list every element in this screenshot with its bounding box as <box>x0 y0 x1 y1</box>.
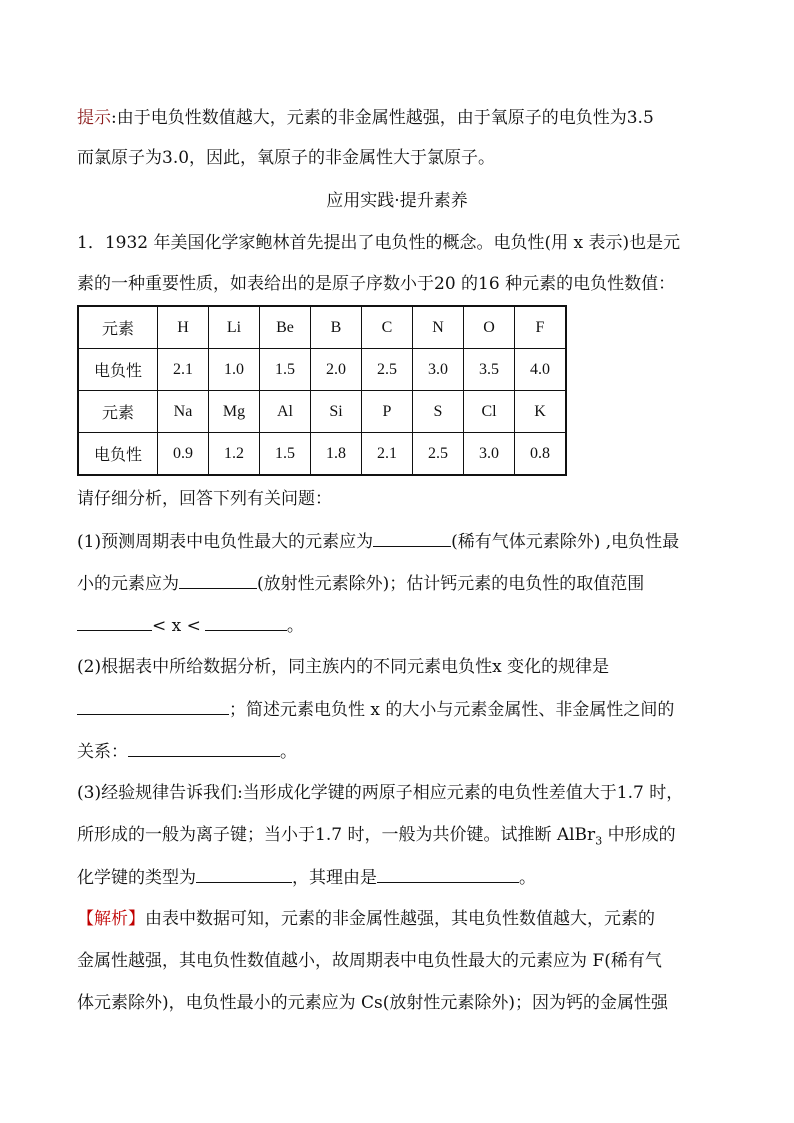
hint-line-1 <box>77 105 654 131</box>
part2-line-3 <box>77 738 297 765</box>
question-prompt: 请仔细分析，回答下列有关问题： <box>77 489 332 509</box>
part2-text-b: ；简述元素电负性 x 的大小与元素金属性、非金属性之间的 <box>229 700 675 720</box>
part1-text-f: 。 <box>286 616 304 636</box>
part1-text-b: (稀有气体元素除外) ,电负性最 <box>451 532 680 552</box>
part1-line-2 <box>77 570 644 597</box>
answer-blank[interactable] <box>179 570 257 589</box>
table-cell: 2.1 <box>362 433 413 476</box>
analysis-line-2: 金属性越强，其电负性数值越小，故周期表中电负性最大的元素应为 F(稀有气 <box>77 951 662 971</box>
part3-text-e: 。 <box>519 868 536 888</box>
table-cell: 2.0 <box>311 349 362 391</box>
table-cell: Be <box>260 306 311 349</box>
part3-text-b2: 中形成的 <box>602 825 676 845</box>
part1-text-d: (放射性元素除外)；估计钙元素的电负性的取值范围 <box>257 574 645 594</box>
table-header-cell: 元素 <box>78 306 158 349</box>
part2-text-d: 。 <box>280 742 297 762</box>
table-cell: 2.5 <box>362 349 413 391</box>
table-row <box>78 349 566 391</box>
table-cell: 1.0 <box>209 349 260 391</box>
table-row <box>78 306 566 349</box>
part3-line-2 <box>77 822 676 854</box>
answer-blank[interactable] <box>77 612 152 631</box>
hint-line-2: 而氯原子为3.0，因此，氧原子的非金属性大于氯原子。 <box>77 148 496 168</box>
table-cell: 0.9 <box>158 433 209 476</box>
table-cell: H <box>158 306 209 349</box>
table-cell: Cl <box>464 391 515 433</box>
table-cell: S <box>413 391 464 433</box>
analysis-label: 【解析】 <box>77 909 145 929</box>
table-cell: Al <box>260 391 311 433</box>
part3-text-d: ，其理由是 <box>292 868 377 888</box>
part1-text-e: < x < <box>152 616 201 636</box>
table-cell: 3.5 <box>464 349 515 391</box>
table-cell: B <box>311 306 362 349</box>
table-cell: 2.1 <box>158 349 209 391</box>
table-header-cell: 电负性 <box>78 433 158 476</box>
table-cell: 1.5 <box>260 433 311 476</box>
table-cell: 4.0 <box>515 349 567 391</box>
table-cell: 1.8 <box>311 433 362 476</box>
table-header-cell: 电负性 <box>78 349 158 391</box>
table-cell: Mg <box>209 391 260 433</box>
part3-text-c: 化学键的类型为 <box>77 868 196 888</box>
part1-line-1 <box>77 528 679 555</box>
question-intro-1: 1．1932 年美国化学家鲍林首先提出了电负性的概念。电负性(用 x 表示)也是元 <box>77 233 681 253</box>
part1-line-3 <box>77 612 304 639</box>
table-cell: 2.5 <box>413 433 464 476</box>
part1-text-c: 小的元素应为 <box>77 574 179 594</box>
table-cell: 1.2 <box>209 433 260 476</box>
question-intro-2: 素的一种重要性质，如表给出的是原子序数小于20 的16 种元素的电负性数值： <box>77 274 676 294</box>
table-row <box>78 391 566 433</box>
answer-blank[interactable] <box>77 696 229 715</box>
analysis-line-1 <box>77 906 655 932</box>
hint-text-1: :由于电负性数值越大，元素的非金属性越强，由于氧原子的电负性为3.5 <box>111 108 654 128</box>
part1-text-a: (1)预测周期表中电负性最大的元素应为 <box>77 532 374 552</box>
table-cell: K <box>515 391 567 433</box>
answer-blank[interactable] <box>377 864 519 883</box>
answer-blank[interactable] <box>373 528 451 547</box>
part3-text-b1: 所形成的一般为离子键；当小于1.7 时，一般为共价键。试推断 AlBr <box>77 825 596 845</box>
table-cell: 3.0 <box>413 349 464 391</box>
table-cell: O <box>464 306 515 349</box>
table-cell: 3.0 <box>464 433 515 476</box>
part3-line-1: (3)经验规律告诉我们:当形成化学键的两原子相应元素的电负性差值大于1.7 时， <box>77 783 684 803</box>
answer-blank[interactable] <box>205 612 287 631</box>
table-header-cell: 元素 <box>78 391 158 433</box>
analysis-line-3: 体元素除外)，电负性最小的元素应为 Cs(放射性元素除外)；因为钙的金属性强 <box>77 993 669 1013</box>
table-cell: P <box>362 391 413 433</box>
answer-blank[interactable] <box>196 864 292 883</box>
part2-text-c: 关系： <box>77 742 128 762</box>
hint-label: 提示 <box>77 108 111 128</box>
table-cell: N <box>413 306 464 349</box>
table-cell: Li <box>209 306 260 349</box>
part3-subscript: 3 <box>595 834 603 848</box>
part2-line-2 <box>77 696 674 723</box>
section-title: 应用实践·提升素养 <box>326 191 468 211</box>
part3-line-3 <box>77 864 536 891</box>
electronegativity-table <box>77 305 567 476</box>
table-cell: Si <box>311 391 362 433</box>
answer-blank[interactable] <box>128 738 280 757</box>
table-cell: 1.5 <box>260 349 311 391</box>
table-cell: 0.8 <box>515 433 567 476</box>
part2-line-1: (2)根据表中所给数据分析，同主族内的不同元素电负性x 变化的规律是 <box>77 657 610 677</box>
table-cell: C <box>362 306 413 349</box>
table-cell: F <box>515 306 567 349</box>
table-cell: Na <box>158 391 209 433</box>
analysis-text-1: 由表中数据可知，元素的非金属性越强，其电负性数值越大，元素的 <box>145 909 655 929</box>
table-row <box>78 433 566 476</box>
